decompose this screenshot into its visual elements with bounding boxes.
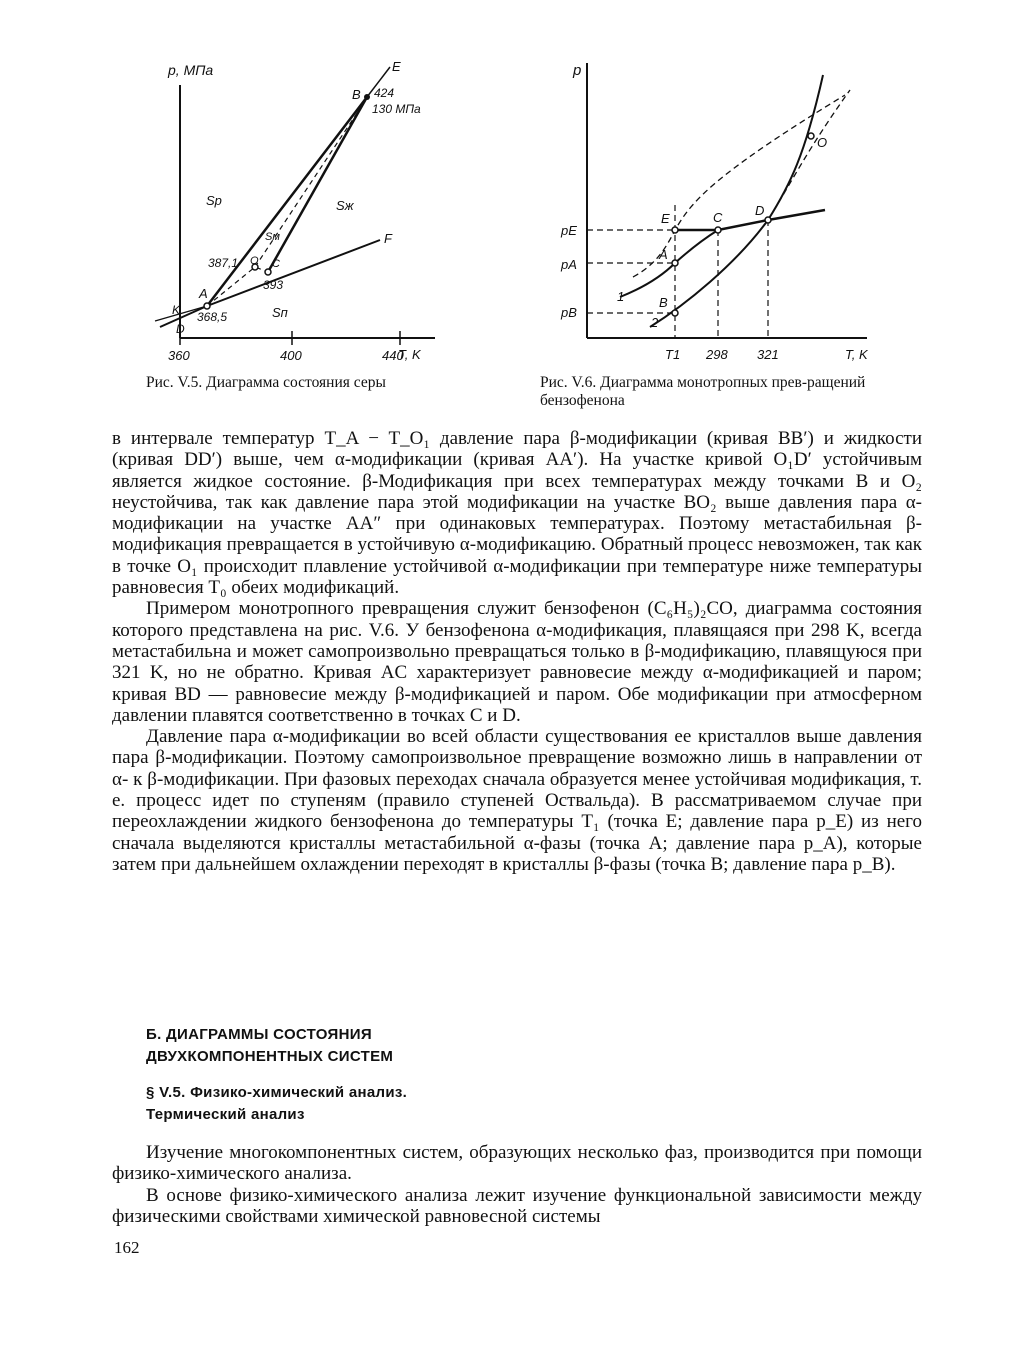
benzophenone-diagram-svg: [545, 55, 885, 375]
label-D: D: [755, 203, 765, 218]
x-tick-321: 321: [757, 347, 779, 362]
figure-left-caption: Рис. V.5. Диаграмма состояния серы: [146, 374, 386, 391]
y-tick-pE: pE: [561, 223, 577, 238]
label-O: O: [250, 255, 259, 267]
point-O: [808, 133, 814, 139]
paragraph-4: Изучение многокомпонентных систем, образующих несколько фаз, производится при помощи физико-химического анализа.: [112, 1142, 922, 1185]
label-curve-2: 2: [651, 315, 659, 330]
curve-2-dashed-ext: [768, 90, 850, 220]
paragraph-heading-line-2: Термический анализ: [146, 1106, 305, 1123]
figure-benzophenone-diagram: [545, 55, 885, 375]
region-Sp: Sp: [206, 193, 222, 208]
page-number: 162: [114, 1238, 140, 1257]
section-heading-line-1: Б. ДИАГРАММЫ СОСТОЯНИЯ: [146, 1026, 372, 1043]
label-B: B: [352, 87, 361, 102]
point-D: [765, 217, 771, 223]
figure-sulfur-diagram: [150, 55, 450, 375]
body-text-block-2: [112, 1142, 922, 1227]
point-B: [672, 310, 678, 316]
sulfur-diagram-svg: [150, 55, 450, 375]
label-A: A: [199, 286, 208, 301]
x-tick-400: 400: [280, 348, 302, 363]
section-heading-line-2: ДВУХКОМПОНЕНТНЫХ СИСТЕМ: [146, 1048, 394, 1065]
body-text-block-1: [112, 428, 922, 875]
label-B-value: 424: [374, 86, 395, 100]
region-Sm: Sм: [265, 231, 280, 243]
x-tick-440: 440: [382, 348, 404, 363]
label-O-value: 387,1: [208, 256, 239, 270]
paragraph-1: в интервале температур T_A − T_O₁ давление пара β-модификации (кривая BB′) и жидкости (кривая DD′) выше, чем α-модификации (кривая AA′). На участке кривой O₁D′ устойчивым является жидкое состояние. β-Модификация при всех температурах между точками B и O₂ неустойчива, так как давление пара этой модификации на участке BO₂ выше давления пара α-модификации на участке AA″ при одинаковых температурах. Поэтому метастабильная β-модификация превращается в устойчивую α-модификацию. Обратный процесс невозможен, так как в точке O₁ происходит плавление устойчивой α-модификации при температуре ниже температуры равновесия T₀ обеих модификаций.: [112, 428, 922, 599]
label-C-value: 393: [263, 278, 284, 292]
point-A: [672, 260, 678, 266]
label-D: D: [176, 322, 185, 336]
point-B: [364, 94, 370, 100]
y-axis-label: p, МПа: [168, 62, 214, 78]
y-tick-pB: pB: [561, 305, 577, 320]
label-O: O: [817, 135, 828, 150]
y-axis-label: p: [573, 62, 582, 79]
paragraph-heading-line-1: § V.5. Физико-химический анализ.: [146, 1084, 408, 1101]
point-A: [204, 303, 210, 309]
curve-liquid: [675, 210, 825, 230]
paragraph-heading: [146, 1082, 407, 1126]
paragraph-2: Примером монотропного превращения служит бензофенон (C₆H₅)₂CO, диаграмма состояния которого представлена на рис. V.6. У бензофенона α-модификация, плавящаяся при 298 K, всегда метастабильна и может самопроизвольно превращаться только в β-модификацию, плавящуюся при 321 K, но не обратно. Кривая AC характеризует равновесие между α-модификацией и паром; кривая BD — равновесие между β-модификацией и паром. Обе модификации при атмосферном давлении плавятся соответственно в точках C и D.: [112, 598, 922, 726]
x-tick-360: 360: [168, 348, 190, 363]
label-C: C: [272, 258, 280, 270]
curve-2: [650, 75, 823, 327]
point-C: [715, 227, 721, 233]
figure-right-caption: Рис. V.6. Диаграмма монотропных прев-ращений бензофенона: [540, 374, 866, 409]
label-K: K: [172, 303, 181, 317]
label-B-pressure: 130 МПа: [372, 102, 421, 116]
region-Sn: Sп: [272, 305, 288, 320]
x-axis-label: T, K: [845, 347, 868, 362]
x-tick-T1: T1: [665, 347, 681, 362]
label-F: F: [384, 231, 392, 246]
label-C: C: [713, 210, 723, 225]
x-tick-298: 298: [706, 347, 728, 362]
label-B: B: [659, 295, 668, 310]
curve-CB: [268, 97, 367, 272]
label-E: E: [392, 59, 401, 74]
paragraph-3: Давление пара α-модификации во всей области существования ее кристаллов выше давления пара β-модификации. Поэтому самопроизвольное превращение возможно лишь в направлении от α- к β-модификации. При фазовых переходах сначала образуется менее устойчивая модификация, т. е. процесс идет по ступеням (правило ступеней Оствальда). В рассматриваемом случае при переохлаждении жидкого бензофенона до температуры T₁ (точка E; давление пара p_E) из него сначала выделяются кристаллы метастабильной α-фазы (точка A; давление пара p_A), которые затем при дальнейшем охлаждении переходят в кристаллы β-фазы (точка B; давление пара p_B).: [112, 726, 922, 875]
region-Sl: Sж: [336, 198, 354, 213]
label-A: A: [659, 247, 668, 262]
paragraph-5: В основе физико-химического анализа лежит изучение функциональной зависимости между физическими свойствами химической равновесной системы: [112, 1184, 922, 1227]
y-tick-pA: pA: [561, 257, 577, 272]
label-A-value: 368,5: [197, 310, 228, 324]
point-C: [265, 269, 271, 275]
label-curve-1: 1: [617, 289, 625, 304]
x-axis-label: T, K: [398, 347, 421, 362]
point-E: [672, 227, 678, 233]
section-heading: [146, 1024, 393, 1068]
label-E: E: [661, 211, 670, 226]
